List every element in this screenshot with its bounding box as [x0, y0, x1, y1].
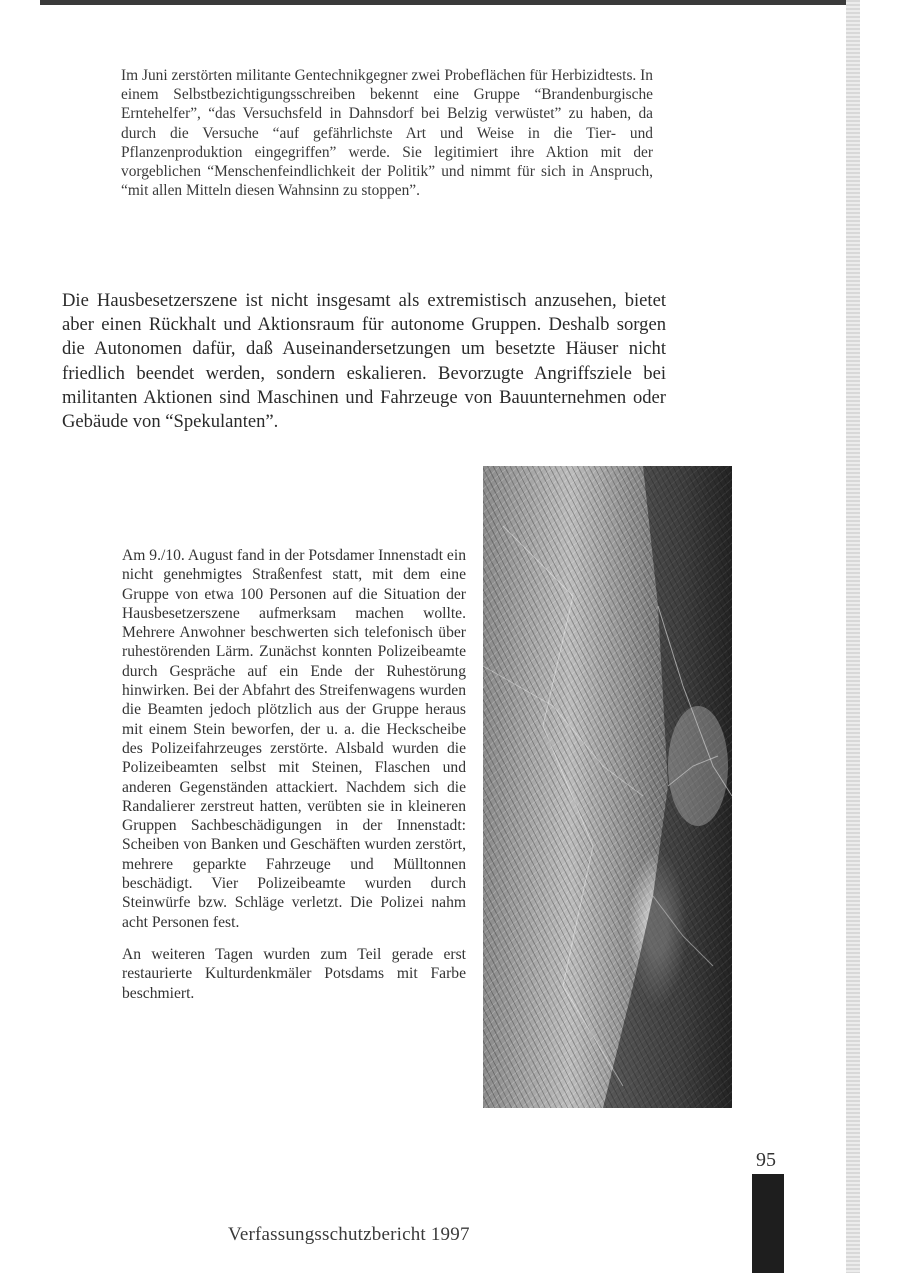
- case-paragraph-1: Am 9./10. August fand in der Potsdamer Innenstadt ein nicht genehmigtes Straßenfest statt, mit dem eine Gruppe von etwa 100 Personen auf die Situation der Hausbesetzerszene aufmerksam machen wollte. Mehrere Anwohner beschwerten sich telefonisch über ruhestörenden Lärm. Zunächst konnten Polizeibeamte durch Gespräche auf ein Ende der Ruhestörung hinwirken. Bei der Abfahrt des Streifenwagens wurden die Beamten jedoch plötzlich aus der Gruppe heraus mit einem Stein beworfen, der u. a. die Heckscheibe des Polizeifahrzeuges zerstörte. Alsbald wurden die Polizeibeamten selbst mit Steinen, Flaschen und anderen Gegenständen attackiert. Nachdem sich die Randalierer zerstreut hatten, verübten sie in kleineren Gruppen Sachbeschädigungen in der Innenstadt: Scheiben von Banken und Geschäften wurden zerstört, mehrere geparkte Fahrzeuge und Mülltonnen beschädigt. Vier Polizeibeamte wurden durch Steinwürfe bzw. Schläge verletzt. Die Polizei nahm acht Personen fest.: [122, 547, 466, 931]
- shattered-glass-image: [483, 466, 732, 1108]
- main-paragraph: [62, 289, 666, 434]
- case-box: [122, 546, 466, 1003]
- intro-box-text: Im Juni zerstörten militante Gentechnikgegner zwei Probeflächen für Herbizidtests. In einem Selbstbezichtigungsschreiben bekennt eine Gruppe “Brandenburgische Erntehelfer”, “das Versuchsfeld in Dahnsdorf bei Belzig verwüstet” zu haben, da durch die Versuche “auf gefährlichste Art und Weise in die Tier- und Pflanzenproduktion eingegriffen” werde. Sie legitimiert ihre Aktion mit der vorgeblichen “Menschenfeindlichkeit der Politik” und nimmt für sich in Anspruch, “mit allen Mitteln diesen Wahnsinn zu stoppen”.: [121, 67, 653, 200]
- intro-box: [121, 66, 653, 200]
- shattered-glass-photo: [483, 466, 732, 1108]
- publication-title: Verfassungsschutzbericht 1997: [228, 1224, 470, 1245]
- page-number: 95: [756, 1149, 776, 1171]
- page-right-edge: [846, 0, 860, 1273]
- chapter-tab-marker: [752, 1174, 784, 1273]
- page-top-border: [40, 0, 860, 5]
- main-paragraph-text: Die Hausbesetzerszene ist nicht insgesamt als extremistisch anzusehen, bietet aber einen Rückhalt und Aktionsraum für autonome Gruppen. Deshalb sorgen die Autonomen dafür, daß Auseinandersetzungen um besetzte Häuser nicht friedlich beendet werden, sondern eskalieren. Bevorzugte Angriffsziele bei militanten Aktionen sind Maschinen und Fahrzeuge von Bauunternehmen oder Gebäude von “Spekulanten”.: [62, 290, 666, 433]
- case-paragraph-2: An weiteren Tagen wurden zum Teil gerade erst restaurierte Kulturdenkmäler Potsdams mit Farbe beschmiert.: [122, 945, 466, 1002]
